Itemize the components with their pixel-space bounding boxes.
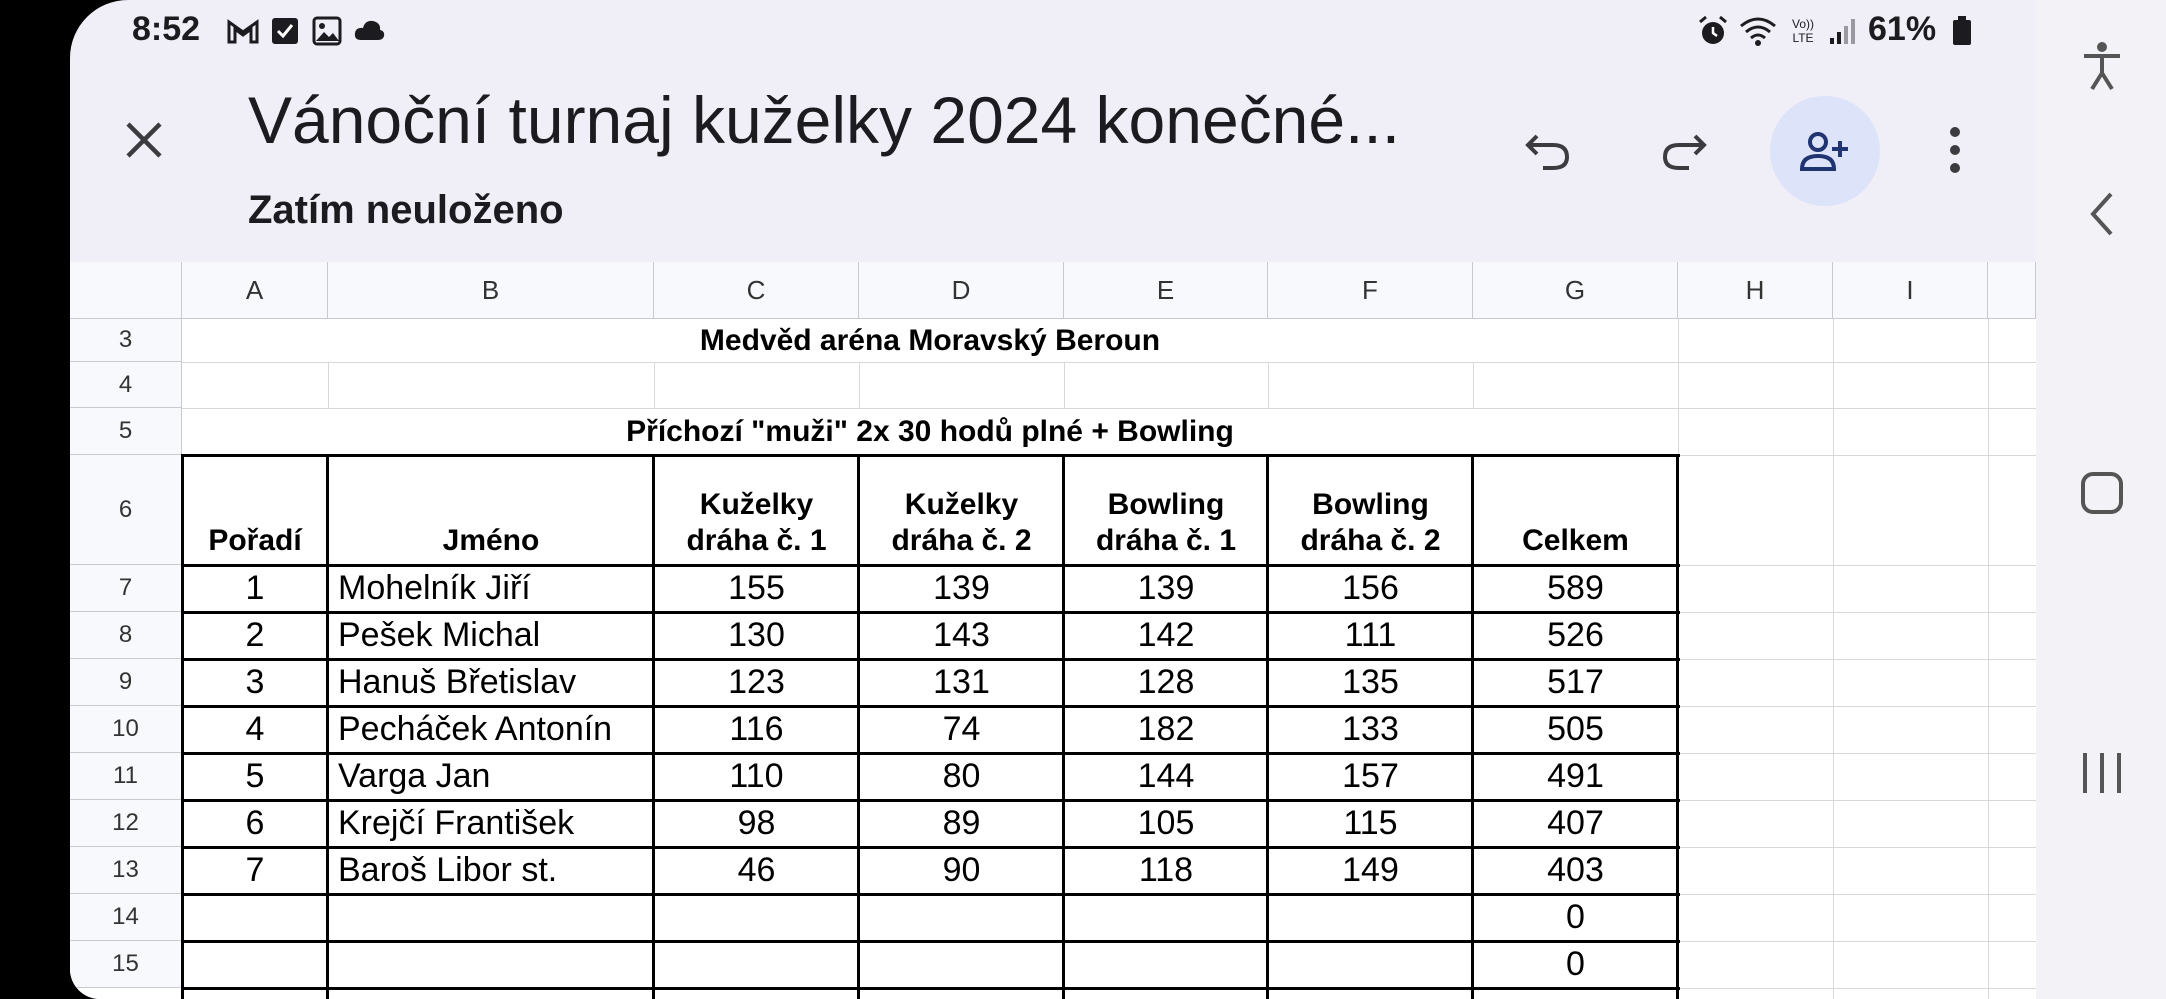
- row-header-10[interactable]: 10: [70, 706, 182, 753]
- header-label-line2: dráha č. 2: [1300, 524, 1441, 557]
- alarm-icon: [1696, 14, 1730, 48]
- table-border: [182, 846, 1680, 849]
- header-name-label: Jméno: [442, 524, 540, 557]
- table-border: [182, 454, 1680, 457]
- kuzelky-1-cell[interactable]: 116: [729, 710, 784, 748]
- add-person-icon: [1798, 129, 1852, 173]
- column-header-d[interactable]: D: [859, 262, 1064, 319]
- kuzelky-2-cell[interactable]: 74: [942, 710, 981, 748]
- bowling-1-cell[interactable]: [1064, 894, 1268, 941]
- header-label-line1: Kuželky: [904, 488, 1019, 521]
- kuzelky-2-cell[interactable]: 139: [933, 569, 990, 607]
- rank-cell[interactable]: 4: [245, 710, 265, 748]
- table-border: [182, 987, 1680, 990]
- total-cell[interactable]: 517: [1547, 663, 1604, 701]
- bowling-1-cell[interactable]: 142: [1137, 616, 1195, 654]
- gridline: [1268, 362, 1269, 408]
- gridline: [1988, 319, 1989, 999]
- bowling-1-cell[interactable]: [1064, 941, 1268, 988]
- signal-icon: [1826, 14, 1860, 48]
- gridline: [1678, 455, 2036, 456]
- kuzelky-2-cell[interactable]: 80: [942, 757, 981, 795]
- kuzelky-1-cell[interactable]: 110: [729, 757, 784, 795]
- kuzelky-2-cell[interactable]: 131: [933, 663, 990, 701]
- header-rank-label: Pořadí: [208, 524, 302, 557]
- header-rank-cell[interactable]: [182, 455, 328, 565]
- total-cell[interactable]: 403: [1547, 851, 1604, 889]
- header-label-line2: dráha č. 1: [1095, 524, 1237, 557]
- gridline: [1678, 894, 2036, 895]
- total-cell[interactable]: 505: [1547, 710, 1604, 748]
- kuzelky-1-cell[interactable]: 46: [737, 851, 776, 889]
- rank-cell[interactable]: 7: [245, 851, 265, 889]
- gridline: [1678, 612, 2036, 613]
- table-border: [1062, 454, 1065, 999]
- bowling-1-cell[interactable]: 139: [1137, 569, 1195, 607]
- nav-recents-button[interactable]: [2072, 743, 2132, 803]
- save-status: Zatím neuloženo: [248, 188, 564, 232]
- row-header-14[interactable]: 14: [70, 894, 182, 941]
- select-all-corner[interactable]: [70, 262, 182, 319]
- header-label-line2: dráha č. 1: [686, 524, 827, 557]
- spreadsheet-grid[interactable]: [70, 262, 2036, 999]
- total-cell[interactable]: 0: [1566, 898, 1585, 936]
- name-cell[interactable]: Pecháček Antonín: [338, 710, 613, 748]
- bowling-1-cell[interactable]: 105: [1137, 804, 1195, 842]
- rank-cell[interactable]: 6: [245, 804, 265, 842]
- total-cell[interactable]: 491: [1547, 757, 1604, 795]
- accessibility-button[interactable]: [2072, 36, 2132, 96]
- app-window: [70, 0, 2036, 999]
- gridline: [1833, 319, 1834, 999]
- header-total-label: Celkem: [1522, 524, 1629, 557]
- gridline: [1678, 847, 2036, 848]
- bowling-2-cell[interactable]: 156: [1342, 569, 1399, 607]
- kuzelky-2-cell[interactable]: 143: [933, 616, 990, 654]
- name-cell[interactable]: Hanuš Břetislav: [338, 663, 577, 701]
- back-icon: [2087, 190, 2117, 238]
- column-header-f[interactable]: F: [1268, 262, 1473, 319]
- gridline: [182, 362, 2036, 363]
- bowling-2-cell[interactable]: 115: [1343, 804, 1398, 842]
- bowling-1-cell[interactable]: 118: [1138, 851, 1194, 889]
- wifi-icon: [1738, 14, 1778, 48]
- table-border: [1266, 454, 1269, 999]
- header-name-cell[interactable]: [328, 455, 654, 565]
- header-label-line1: Bowling: [1107, 488, 1225, 521]
- column-header-next[interactable]: [1988, 262, 2036, 319]
- volte-icon: [1786, 14, 1820, 48]
- rank-cell[interactable]: 1: [245, 569, 265, 607]
- column-header-e[interactable]: E: [1064, 262, 1268, 319]
- rank-cell[interactable]: [182, 894, 328, 941]
- more-vert-icon: [1948, 125, 1962, 175]
- table-border: [182, 893, 1680, 896]
- table-border: [182, 940, 1680, 943]
- gridline: [1678, 659, 2036, 660]
- kuzelky-1-cell[interactable]: [654, 894, 859, 941]
- cloud-icon: [352, 14, 386, 48]
- column-header-a[interactable]: A: [182, 262, 328, 319]
- name-cell[interactable]: Varga Jan: [338, 757, 491, 795]
- table-border: [182, 799, 1680, 802]
- row-header-3[interactable]: 3: [70, 319, 182, 362]
- table-border: [182, 705, 1680, 708]
- bowling-2-cell[interactable]: 111: [1344, 616, 1397, 654]
- close-icon: [122, 118, 166, 162]
- venue-title-cell[interactable]: Medvěd aréna Moravský Beroun: [699, 323, 1161, 357]
- row-header-12[interactable]: 12: [70, 800, 182, 847]
- gridline: [1678, 753, 2036, 754]
- system-navigation-bar: [2036, 0, 2166, 999]
- table-border: [181, 454, 184, 999]
- gridline: [1678, 941, 2036, 942]
- row-header-13[interactable]: 13: [70, 847, 182, 894]
- battery-icon: [1950, 14, 1974, 48]
- rank-cell[interactable]: 5: [245, 757, 265, 795]
- bowling-1-cell[interactable]: 128: [1137, 663, 1195, 701]
- tasks-icon: [268, 14, 302, 48]
- table-border: [182, 658, 1680, 661]
- kuzelky-1-cell[interactable]: 123: [728, 663, 785, 701]
- bowling-1-cell[interactable]: 182: [1137, 710, 1195, 748]
- share-button[interactable]: [1770, 96, 1880, 206]
- document-title[interactable]: Vánoční turnaj kuželky 2024 konečné...: [248, 83, 1401, 157]
- recents-icon: [2079, 749, 2125, 797]
- svg-text:LTE: LTE: [1792, 31, 1814, 45]
- table-border: [182, 752, 1680, 755]
- total-cell[interactable]: 589: [1547, 569, 1604, 607]
- bowling-2-cell[interactable]: 157: [1342, 757, 1399, 795]
- name-cell[interactable]: Mohelník Jiří: [338, 569, 531, 607]
- close-button[interactable]: [114, 110, 174, 170]
- gallery-icon: [310, 14, 344, 48]
- header-bowling-2-cell[interactable]: [1268, 455, 1473, 565]
- kuzelky-2-cell[interactable]: [859, 894, 1064, 941]
- battery-percent: 61%: [1868, 10, 1937, 48]
- bowling-1-cell[interactable]: 144: [1137, 757, 1195, 795]
- kuzelky-2-cell[interactable]: 89: [942, 804, 981, 842]
- column-header-b[interactable]: B: [328, 262, 654, 319]
- row-header-6[interactable]: 6: [70, 455, 182, 565]
- row-header-11[interactable]: 11: [70, 753, 182, 800]
- bowling-2-cell[interactable]: [1268, 894, 1473, 941]
- kuzelky-1-cell[interactable]: 155: [728, 569, 785, 607]
- rank-cell[interactable]: [182, 941, 328, 988]
- table-border: [182, 564, 1680, 567]
- header-bowling-1-cell[interactable]: [1064, 455, 1268, 565]
- nav-home-button[interactable]: [2072, 463, 2132, 523]
- bowling-2-cell[interactable]: 135: [1342, 663, 1399, 701]
- row-header-15[interactable]: 15: [70, 941, 182, 988]
- gridline: [859, 362, 860, 408]
- gmail-icon: [226, 14, 260, 48]
- total-cell[interactable]: 0: [1566, 945, 1585, 983]
- bowling-2-cell[interactable]: 149: [1342, 851, 1399, 889]
- kuzelky-2-cell[interactable]: [859, 941, 1064, 988]
- gridline: [654, 362, 655, 408]
- gridline: [1678, 988, 2036, 989]
- name-cell[interactable]: [328, 894, 654, 941]
- bowling-2-cell[interactable]: [1268, 941, 1473, 988]
- gridline: [1473, 362, 1474, 408]
- row-header-4[interactable]: 4: [70, 362, 182, 408]
- gridline: [1064, 362, 1065, 408]
- rank-cell[interactable]: 3: [245, 663, 265, 701]
- more-options-button[interactable]: [1930, 120, 1980, 180]
- total-cell[interactable]: 407: [1547, 804, 1604, 842]
- name-cell[interactable]: Baroš Libor st.: [338, 851, 558, 889]
- name-cell[interactable]: [328, 941, 654, 988]
- gridline: [328, 362, 329, 408]
- row-header-5[interactable]: 5: [70, 408, 182, 455]
- rank-cell[interactable]: 2: [245, 616, 265, 654]
- table-border: [1676, 454, 1679, 999]
- column-header-i[interactable]: I: [1833, 262, 1988, 319]
- header-total-cell[interactable]: [1473, 455, 1678, 565]
- row-header-9[interactable]: 9: [70, 659, 182, 706]
- table-border: [857, 454, 860, 999]
- table-border: [326, 454, 329, 999]
- column-header-c[interactable]: C: [654, 262, 859, 319]
- status-time: 8:52: [132, 10, 201, 48]
- gridline: [1678, 565, 2036, 566]
- kuzelky-1-cell[interactable]: 130: [728, 616, 785, 654]
- undo-button[interactable]: [1518, 120, 1578, 180]
- row-header-8[interactable]: 8: [70, 612, 182, 659]
- accessibility-icon: [2080, 41, 2124, 91]
- table-border: [652, 454, 655, 999]
- table-border: [1471, 454, 1474, 999]
- header-kuzelky-2-cell[interactable]: [859, 455, 1064, 565]
- undo-icon: [1523, 128, 1573, 172]
- name-cell[interactable]: Pešek Michal: [338, 616, 541, 654]
- home-icon: [2079, 470, 2125, 516]
- redo-button[interactable]: [1654, 120, 1714, 180]
- column-header-h[interactable]: H: [1678, 262, 1833, 319]
- kuzelky-2-cell[interactable]: 90: [942, 851, 981, 889]
- header-kuzelky-1-cell[interactable]: [654, 455, 859, 565]
- nav-back-button[interactable]: [2072, 184, 2132, 244]
- gridline: [1678, 706, 2036, 707]
- kuzelky-1-cell[interactable]: [654, 941, 859, 988]
- total-cell[interactable]: 526: [1547, 616, 1604, 654]
- redo-icon: [1659, 128, 1709, 172]
- bowling-2-cell[interactable]: 133: [1342, 710, 1399, 748]
- name-cell[interactable]: Krejčí František: [338, 804, 575, 842]
- header-label-line1: Kuželky: [699, 488, 814, 521]
- column-header-g[interactable]: G: [1473, 262, 1678, 319]
- header-label-line1: Bowling: [1312, 488, 1429, 521]
- svg-text:Vo)): Vo)): [1791, 17, 1815, 31]
- kuzelky-1-cell[interactable]: 98: [737, 804, 776, 842]
- category-title-cell[interactable]: Příchozí "muži" 2x 30 hodů plné + Bowling: [626, 414, 1234, 448]
- row-header-7[interactable]: 7: [70, 565, 182, 612]
- table-border: [182, 611, 1680, 614]
- gridline: [1678, 800, 2036, 801]
- header-label-line2: dráha č. 2: [891, 524, 1032, 557]
